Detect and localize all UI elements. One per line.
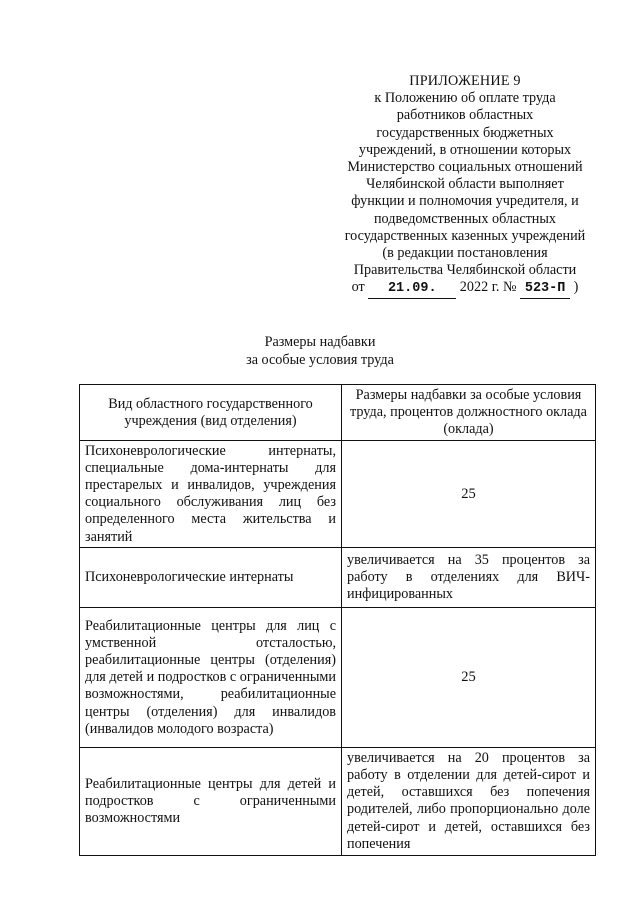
allowance-value-cell: увеличивается на 35 процентов за работу в отделениях для ВИЧ-инфицированных — [342, 547, 596, 607]
appendix-line: государственных бюджетных — [376, 124, 554, 141]
institution-type-cell: Психоневрологические интернаты — [80, 547, 342, 607]
appendix-line: Челябинской области выполняет — [366, 176, 564, 193]
allowance-value-cell: 25 — [342, 607, 596, 747]
appendix-header — [330, 73, 600, 299]
table-row — [80, 747, 596, 855]
order-prefix: от — [351, 279, 365, 296]
document-title — [0, 334, 640, 369]
institution-type-cell: Психоневрологические интернаты, специальные дома-интернаты для престарелых и инвалидов, учреждения социального обслуживания лиц без определенного места жительства и занятий — [80, 440, 342, 547]
allowance-table — [79, 384, 596, 856]
header-allowance-size: Размеры надбавки за особые условия труда, процентов должностного оклада (оклада) — [342, 385, 596, 441]
allowance-value-cell: 25 — [342, 440, 596, 547]
order-suffix: ) — [573, 279, 579, 296]
appendix-line: (в редакции постановления — [382, 245, 548, 262]
allowance-value-text: увеличивается на 20 процентов за работу в отделении для детей-сирот и детей, оставшихся без попечения родителей, либо пропорционально доле детей-сирот и детей, оставшихся без попечения — [347, 749, 590, 852]
order-number: 523-П — [520, 280, 570, 298]
order-date: 21.09. — [368, 280, 456, 298]
title-line-1: Размеры надбавки — [264, 334, 376, 350]
allowance-value-cell — [342, 747, 596, 855]
institution-type-cell: Реабилитационные центры для детей и подростков с ограниченными возможностями — [80, 747, 342, 855]
institution-type-cell: Реабилитационные центры для лиц с умственной отсталостью, реабилитационные центры (отделения) для детей и подростков с ограниченными возможностями, реабилитационные центры (отделения) для инвалидов (инвалидов молодого возраста) — [80, 607, 342, 747]
appendix-line: функции и полномочия учредителя, и — [351, 193, 579, 210]
header-institution-type: Вид областного государственного учреждения (вид отделения) — [80, 385, 342, 441]
table-row — [80, 440, 596, 547]
appendix-line: Министерство социальных отношений — [347, 159, 583, 176]
appendix-heading: ПРИЛОЖЕНИЕ 9 — [409, 73, 521, 89]
table-header-row — [80, 385, 596, 441]
appendix-line: подведомственных областных — [373, 210, 557, 227]
table-row — [80, 607, 596, 747]
appendix-line: государственных казенных учреждений — [344, 227, 586, 244]
order-reference — [330, 279, 600, 298]
order-year: 2022 г. № — [459, 279, 517, 296]
table-row — [80, 547, 596, 607]
appendix-line: к Положению об оплате труда — [374, 90, 556, 107]
appendix-line: работников областных — [396, 107, 534, 124]
appendix-line: Правительства Челябинской области — [353, 262, 577, 279]
title-line-2: за особые условия труда — [246, 351, 394, 368]
appendix-line: учреждений, в отношении которых — [358, 141, 572, 158]
